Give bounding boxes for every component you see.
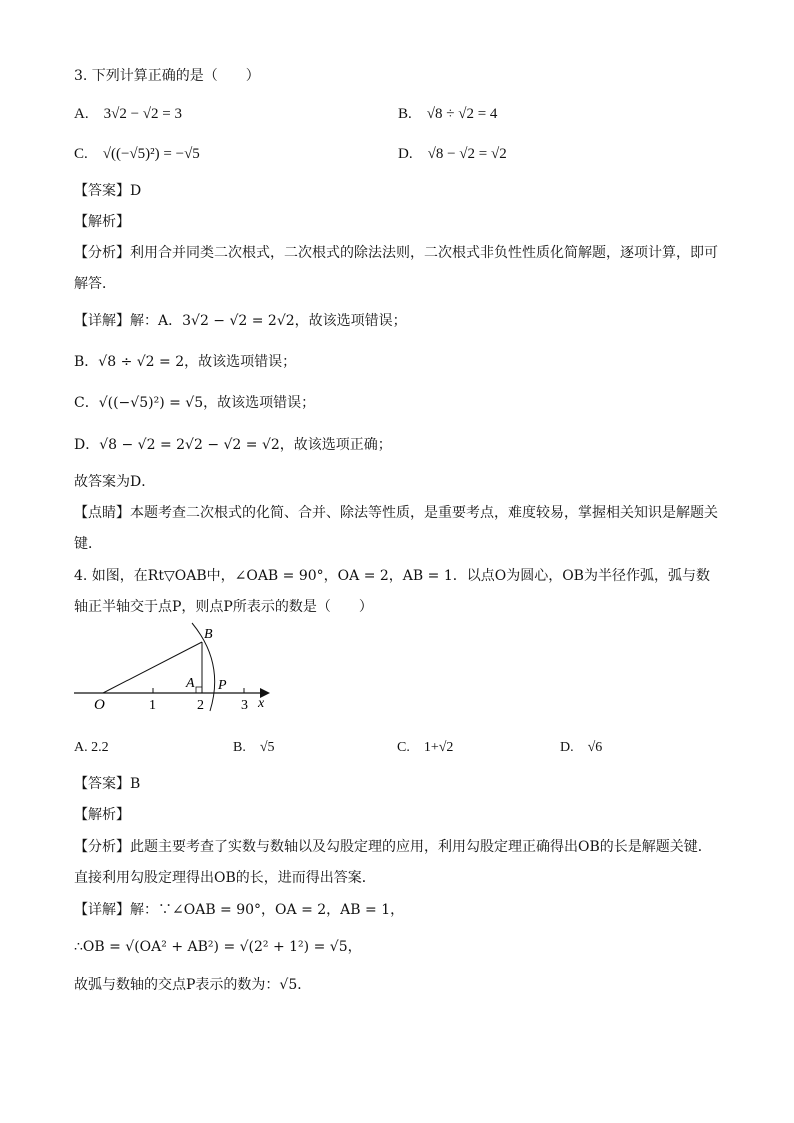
q3-option-b: B. √8 ÷ √2 = 4 [398,106,498,122]
q3-detail-a: 【详解】解：A．3√2 − √2 = 2√2，故该选项错误； [74,313,407,329]
label-b: B [204,627,213,642]
right-angle-mark [196,687,202,693]
label-x: x [258,696,265,711]
q4-analysis-line-1: 【分析】此题主要考查了实数与数轴以及勾股定理的应用，利用勾股定理正确得出OB的长是解题关键． [74,839,712,855]
q3-detail-c: C．√((−√5)²) = √5，故该选项错误； [74,395,316,411]
q3-answer: 【答案】D [74,183,142,199]
q4-detail-line-1: 【详解】解：∵∠OAB = 90°，OA = 2，AB = 1， [74,902,405,918]
label-o: O [94,697,105,713]
label-a: A [186,676,195,691]
q4-option-d: D. √6 [560,740,603,755]
tick-label-3: 3 [241,698,248,713]
q3-analysis-line-1: 【分析】利用合并同类二次根式，二次根式的除法法则，二次根式非负性性质化简解题，逐项计算，即可 [74,245,718,261]
q4-option-c: C. 1+√2 [397,740,454,755]
q3-analysis-heading: 【解析】 [74,214,130,230]
q4-conclusion: 故弧与数轴的交点P表示的数为：√5． [74,977,312,993]
q3-detail-b: B．√8 ÷ √2 = 2，故该选项错误； [74,354,297,370]
q3-stem: 3. 下列计算正确的是（ ） [74,68,260,84]
tick-label-1: 1 [149,698,156,713]
q4-detail-line-2: ∴OB = √(OA² + AB²) = √(2² + 1²) = √5， [74,939,362,955]
q4-stem-line-1: 4. 如图，在Rt▽OAB中，∠OAB = 90°，OA = 2，AB = 1．以点O为圆心，OB为半径作弧，弧与数 [74,568,710,584]
label-p: P [218,678,227,693]
q4-analysis-heading: 【解析】 [74,807,130,823]
q4-stem-line-2: 轴正半轴交于点P，则点P所表示的数是（ ） [74,599,373,615]
q4-analysis-line-2: 直接利用勾股定理得出OB的长，进而得出答案． [74,870,376,886]
q3-comment-line-2: 键． [74,536,102,552]
q3-option-d: D. √8 − √2 = √2 [398,146,507,162]
q4-option-b: B. √5 [233,740,275,755]
q3-detail-d: D．√8 − √2 = 2√2 − √2 = √2，故该选项正确； [74,437,392,453]
tick-label-2: 2 [197,698,204,713]
q3-option-c: C. √((−√5)²) = −√5 [74,146,200,162]
q3-conclusion: 故答案为D． [74,474,156,490]
q3-option-a: A. 3√2 − √2 = 3 [74,106,182,122]
q4-option-a: A. 2.2 [74,740,109,755]
q4-answer: 【答案】B [74,776,141,792]
q4-number-line-figure [60,615,290,715]
q3-comment-line-1: 【点睛】本题考查二次根式的化简、合并、除法等性质，是重要考点，难度较易，掌握相关知识是解题关 [74,505,718,521]
q3-analysis-line-2: 解答． [74,276,116,292]
